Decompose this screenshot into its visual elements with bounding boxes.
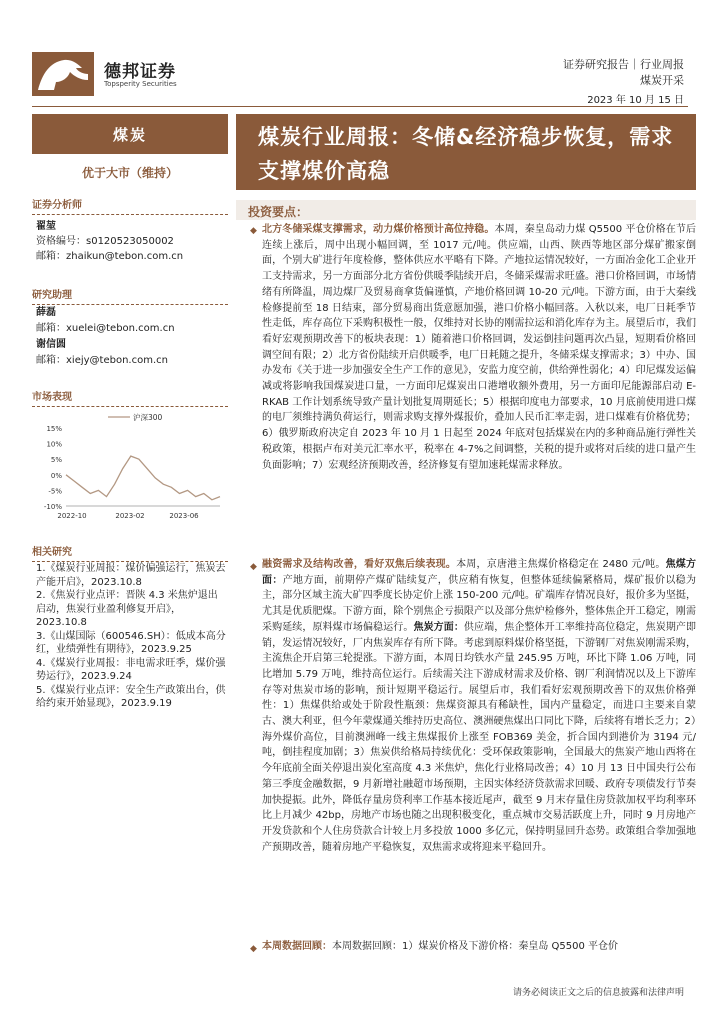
assistant1-email[interactable]: 邮箱：xuelei@tebon.com.cn [36,323,175,334]
y-tick-label: 10% [46,440,62,449]
x-tick-label: 2022-10 [57,512,87,520]
market-performance-chart [32,410,228,520]
header-divider [32,106,688,107]
x-tick-label: 2023-02 [115,512,145,520]
keypoint-2-body-c: 供应端，焦企整体开工率维持高位稳定，焦炭期产即销，发运情况较好，厂内焦炭库存有所下降。考虑到原料煤价格坚挺，下游钢厂对焦炭刚需采购，主流焦企开启第三轮提涨。下游方面，本周日均铁水产量 245.95 万吨，环比下降 1.06 万吨，同比增加 5.79 万吨，维持高位运行。后续需关注下游成材需求及价格、钢厂利润情况以及上下游库存等对焦炭市场的影响，预计短期平稳运行。展望后市，我们看好宏观预期改善下的双焦价格弹性：1）焦煤供给或处于阶段性瓶颈：焦煤资源具有稀缺性，国内产量稳定，而进口主要来自蒙古、澳大利亚，但今年蒙煤通关维持历史高位、澳洲硬焦煤出口同比下降，后续将有增长乏力；2）海外煤价高位，目前澳洲峰一线主焦煤报价上涨至 FOB369 美金，折合国内到港价为 3194 元/吨，倒挂程度加剧；3）焦炭供给格局持续优化：受环保政策影响，全国最大的焦炭产地山西将在今年底前全面关停退出炭化室高度 4.3 米焦炉，焦化行业格局改善；4）10 月 13 日中国央行公布第三季度金融数据，9 月新增社融超市场预期，主因实体经济贷款需求回暖、政府专项债发行节奏加快提振。此外，降低存量房贷利率工作基本接近尾声，截至 9 月末存量住房贷款加权平均利率环比上月减少 42bp，房地产市场也随之出现积极变化，重点城市交易活跃度上升，同时 9 月房地产开发贷款和个人住房贷款合计较上月多投放 1000 多亿元，保持明显回升态势。政策组合拳加强地产预期改善，随着房地产平稳恢复，双焦需求或将迎来平稳回升。 [262,621,697,853]
keypoint-2-sub-coke: 焦炭方面： [413,621,464,633]
keypoint-paragraph-3 [262,939,696,955]
analyst-heading: 证券分析师 [32,196,228,215]
analyst-cert: 资格编号：s0120523050002 [36,236,174,247]
related-item[interactable]: 1.《煤炭行业周报：煤价偏强运行，焦炭去产能开启》，2023.10.8 [36,563,226,588]
related-item[interactable]: 3.《山煤国际（600546.SH）：低成本高分红，业绩弹性有期待》，2023.9.25 [36,630,226,655]
keypoint-paragraph-1 [262,222,696,473]
assistant-heading: 研究助理 [32,286,228,305]
keypoint-2-body-a: 本周，京唐港主焦煤价格稳定在 2480 元/吨。 [456,559,666,570]
assistant2-email[interactable]: 邮箱：xiejy@tebon.com.cn [36,355,168,366]
industry-box: 煤炭 [32,114,228,154]
industry-label: 煤炭开采 [640,74,684,87]
y-tick-label: 15% [46,425,62,433]
bullet-icon: ◆ [250,944,257,954]
keypoint-1-body: 本周，秦皇岛动力煤 Q5500 平仓价格在节后连续上涨后，周中出现小幅回调，至 1017 元/吨。供应端，山西、陕西等地区部分煤矿搬家倒面，个别大矿进行年度检修，整体供应水平略有下降。产地拉运情况较好，一方面冶金化工企业开工支持需求，另一方面部分北方省份供暖季陆续开启，冬储采煤需求旺盛。港口价格回调，市场情绪有所降温，周边煤厂及贸易商拿货偏谨慎，产地价格回调 10-20 元/吨。下游方面，由于大秦线检修提前至 18 日结束，部分贸易商出货意愿加强，港口价格小幅回落。入秋以来，电厂日耗季节性走低，库存高位下采购积极性一般，仅维持对长协的刚需拉运和消化库存为主。展望后市，我们看好宏观预期改善下的板块表现：1）随着港口价格回调，发运倒挂问题再次凸显，短期看价格回调空间有限；2）北方省份陆续开启供暖季，电厂日耗随之提升，冬储采煤支撑需求；3）中办、国办发布《关于进一步加强安全生产工作的意见》，安监力度空前，供给弹性弱化；4）印尼煤发运偏减或将影响我国煤炭进口量，一方面印尼煤炭出口港增收额外费用，另一方面印尼能源部启动 E-RKAB 工作计划系统导致产量计划批复周期延长；5）根据印度电力部要求，10 月底前使用进口煤的电厂须维持满负荷运行，则需求购支撑外煤报价，叠加人民币汇率走弱，进口煤难有价格优势；6）俄罗斯政府决定自 2023 年 10 月 1 日起至 2024 年底对包括煤炭在内的多种商品施行弹性关税政策，根据卢布对美元汇率水平，税率在 4-7%之间调整，关税的提升或将对后续的进口量产生负面影响；7）宏观经济预期改善，经济修复有望加速耗煤需求释放。 [262,224,696,471]
company-logo [32,52,94,96]
legend-label: 沪深300 [133,413,163,422]
analyst-email[interactable]: 邮箱：zhaikun@tebon.com.cn [36,251,184,262]
report-date: 2023 年 10 月 15 日 [587,95,684,106]
report-title: 煤炭行业周报：冬储&经济稳步恢复，需求支撑煤价高稳 [236,114,696,190]
assistant1-name: 薛磊 [36,307,56,318]
keypoint-2-body-b: 产地方面，前期停产煤矿陆续复产，供应稍有恢复，但整体延续偏紧格局，煤矿报价以稳为主，部分区域主流大矿四季度长协定价上涨 150-200 元/吨。矿端库存情况良好，报价多为坚挺，尤其是优质肥煤。下游方面，除个别焦企亏损限产以及部分焦炉检修外，整体焦企开工稳定，刚需采购延续，原料煤市场偏稳运行。 [262,574,697,633]
related-item[interactable]: 5.《煤炭行业点评：安全生产政策出台，供给约束开始显现》，2023.9.19 [36,684,226,709]
keypoint-3-body: 本周数据回顾：1）煤炭价格及下游价格：秦皇岛 Q5500 平仓价 [332,941,619,952]
x-tick-label: 2023-06 [169,512,199,520]
related-item[interactable]: 2.《焦炭行业点评：晋陕 4.3 米焦炉退出启动，焦炭行业盈利修复开启》，2023.10.8 [36,590,218,628]
y-tick-label: 5% [50,456,62,465]
keypoint-2-sub-coking-coal: 焦煤方面： [262,559,697,586]
related-heading: 相关研究 [32,543,228,562]
keypoint-3-lead: 本周数据回顾： [262,941,332,952]
y-tick-label: -10% [43,503,62,511]
assistant2-name: 谢信圆 [36,339,66,350]
rating: 优于大市（维持） [81,166,178,180]
report-type: 证券研究报告｜行业周报 [563,58,684,71]
logo-text-en: Topsperity Securities [104,80,177,88]
series-line-hs300 [66,456,220,500]
footer-disclaimer: 请务必阅读正文之后的信息披露和法律声明 [512,988,684,998]
y-tick-label: -5% [48,487,62,496]
logo-text-cn: 德邦证券 [104,62,176,82]
keypoint-1-lead: 北方冬储采煤支撑需求，动力煤价格预计高位持稳。 [262,224,495,235]
analyst-name: 翟堃 [36,221,56,232]
related-research-list [36,562,226,711]
bullet-icon: ◆ [250,562,257,572]
y-tick-label: 0% [50,471,62,480]
related-item[interactable]: 4.《煤炭行业周报：非电需求旺季，煤价强势运行》，2023.9.24 [36,657,226,682]
market-heading: 市场表现 [32,388,228,407]
keypoint-paragraph-2 [262,557,696,855]
keypoint-2-lead: 融资需求及结构改善，看好双焦后续表现。 [262,559,457,570]
keypoints-heading-bar [236,200,696,220]
bullet-icon: ◆ [250,226,257,236]
keypoints-heading: 投资要点： [248,205,309,219]
